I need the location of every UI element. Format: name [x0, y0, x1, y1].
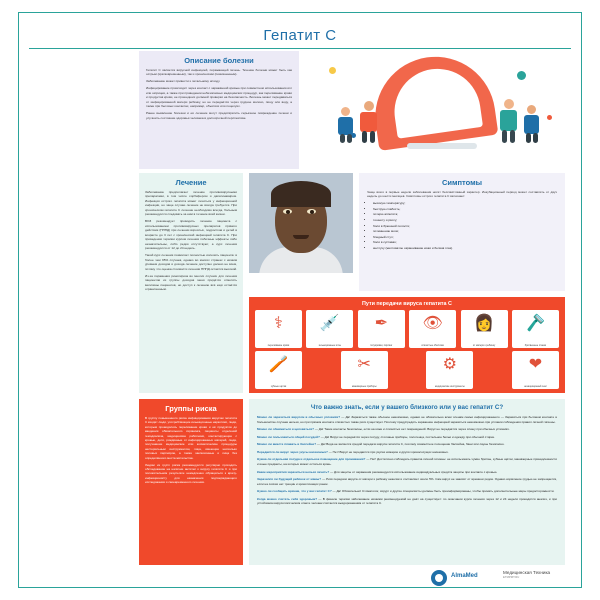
risk-text — [145, 416, 237, 485]
symptom-item: • потерю аппетита; — [373, 212, 557, 217]
transmission-icon-grid — [255, 310, 559, 389]
page-title: Гепатит С — [263, 27, 337, 44]
faq-question: Заразился ли будущий ребёнок от мамы? — [257, 477, 322, 482]
logo-mark-icon — [431, 570, 447, 586]
faq-question: Можно ли обниматься и целоваться? — [257, 427, 315, 432]
ground-line — [407, 143, 477, 149]
faq-answer: — Да! Вода не является средой передачи вируса гепатита С, поэтому совместное посещение бассейна, бани или сауны безопасно. — [316, 442, 505, 447]
description-p3: Инфицирование происходит через контакт с заражённой кровью при совместном использовании игл или шприцев, а также при проведении небезопасных медицинских процедур, как переливание крови и продуктов крови, не прошедших должной проверки на безопасность. Болезнь может передаваться от инфицированной матери ребёнку, но не передаётся через грудное молоко, пищу или воду, а также при бытовых контактах, например, объятиях или поцелуях. — [146, 86, 292, 109]
risk-heading: Группы риска — [165, 404, 217, 413]
decor-dot — [329, 67, 336, 74]
symptom-item: • потемнение мочи; — [373, 229, 557, 234]
faq-question: Нужно ли сообщать врачам, что у вас гепатит С? — [257, 489, 332, 494]
symptoms-list — [367, 201, 557, 251]
syringe-icon: 💉 инъекционные иглы — [306, 310, 353, 348]
decor-dot — [547, 115, 552, 120]
symptom-item: • желтуху (желтоватое окрашивание кожи и белков глаз). — [373, 246, 557, 251]
faq-item — [257, 497, 557, 506]
faq-item — [257, 470, 557, 475]
manicure-icon: ✂ маникюрные приборы — [341, 351, 388, 389]
faq-panel — [249, 399, 565, 565]
description-panel — [139, 51, 299, 169]
faq-item — [257, 457, 557, 466]
blood-transfusion-icon: ⚕ переливание крови — [255, 310, 302, 348]
faq-answer: — Для защиты от заражения рекомендуется использование индивидуальных средств защиты при контакте с кровью. — [330, 469, 498, 474]
faq-item — [257, 427, 557, 432]
faq-question: Какие мероприятия заразиться нельзя лечить? — [257, 469, 330, 474]
faq-item — [257, 450, 557, 455]
hero-illustration — [311, 49, 565, 169]
logo-name: AlmaMed — [451, 573, 478, 579]
symptom-item: • быструю слабость; — [373, 207, 557, 212]
decor-dot — [517, 71, 526, 80]
symptom-item: • боли в брюшной полости; — [373, 224, 557, 229]
unprotected-sex-icon: ❤ незащищённый секс — [512, 351, 559, 389]
faq-answer: — Риск передачи вируса от матери к ребёнку невелик и составляет около 5%. Сам вирус не зависит от времени родов. Однако кормление грудью не запрещается, если на сосках нет трещин и кровоточащих ранок. — [257, 477, 557, 486]
patient-photo — [249, 173, 353, 291]
treatment-p1: Заболевание предполагает лечение противовирусными препаратами, в том числе сорбифером и дапатинавиром. Инфекция острого гепатита может лечиться у инфекционной инфекции, но чаще случаю лечение не всегда требуется. При хроническом гепатите С лечение необходимо всегда, больным рекомендуется следовать за ним в течение всей жизни. — [145, 190, 237, 217]
faq-answer: — Да! Такие контакты безопасны, если на коже и слизистых нет повреждений. Вирус не передаётся через слюну при обычных условиях. — [314, 427, 510, 432]
faq-question: Можно ли вместе плавать в бассейне? — [257, 442, 317, 447]
faq-question: Передаётся ли вирус через укусы насекомых? — [257, 449, 328, 454]
person-figure — [359, 101, 379, 143]
symptom-item: • тошноту и рвоту; — [373, 218, 557, 223]
treatment-text — [145, 190, 237, 292]
risk-groups-panel — [139, 399, 243, 565]
company-tagline: ETMPMT.RU — [503, 574, 520, 579]
company-label: Медицинская Техника — [503, 570, 551, 575]
faq-question: Когда можно считать себя здоровым? — [257, 496, 318, 501]
description-p1: Гепатит С является вирусной инфекцией, поражающей печень. Течение болезни может быть как острым (кратковременным), так и хроническим (пожизненным). — [146, 68, 292, 77]
treatment-panel — [139, 173, 243, 393]
razor-icon: 🪒 бритвенные станки — [512, 310, 559, 348]
faq-answer: — Нет! Вирус не передаётся при укусах комаров и других кровососущих насекомых. — [328, 449, 449, 454]
brand-logo — [431, 569, 565, 589]
faq-answer: — В финале терапии заболевание низкими рекомендуемой не даёт на существует: по окончании курса лечения через 12 и 24 недели проводится анализ, и при устойчивом вирусологическом ответе человек считается выздоровевшим от гепатита С. — [257, 496, 558, 506]
treatment-heading: Лечение — [175, 178, 207, 187]
toothbrush-icon: 🪥 зубные щётки — [255, 351, 302, 389]
eye-icon: 👁 слизистые оболочки — [409, 310, 456, 348]
person-figure — [523, 105, 541, 143]
risk-p1: В группу повышенного риска инфицирования вирусом гепатита С входят люди, употребляющие инъекционные наркотики, люди, которым проводилось переливание крови и её продуктов до введения обязательного скрининга, пациенты отделений гемодиализа, медицинские работники, контактирующие с кровью, дети, рождённые от инфицированных матерей, люди, получавшие медицинские или косметические процедуры нестерильным инструментом, лица, имеющие несколько половых партнёров, а также заключённые и лица без определённого места жительства. — [145, 416, 238, 460]
description-heading: Описание болезни — [184, 56, 254, 65]
description-p4: Ранее выявление болезни и её лечение могут предотвратить серьёзное повреждение печени и улучшить состояние здоровья человека в долгосрочной перспективе. — [146, 111, 292, 120]
faq-item — [257, 442, 557, 447]
faq-answer: — Да! Вирус не передаётся через посуду, столовые приборы, полотенца, постельное бельё и одежду при обычной стирке. — [320, 434, 496, 439]
treatment-p2: ВОЗ рекомендует проводить лечение пациента с использованием противовирусных препаратов прямого действия (ПППД) при лечении взрослых, подростков и детей в возрасте до 3 лет с хронической инфекцией гепатита С. При проведении терапии курсом лечения побочные эффекты либо незначительны, либо редки отсутствуют, а курс лечения рекомендуется от 12 до 24 недель. — [145, 219, 237, 251]
faq-question: Можно ли пользоваться общей посудой? — [257, 434, 320, 439]
mother-child-icon: 👩 от матери к ребёнку — [461, 310, 508, 348]
symptom-item: • боли в суставах; — [373, 240, 557, 245]
person-figure — [337, 107, 355, 143]
faq-answer: — Да! Заразиться также обычное невозможно, однако не обязательно всем членам семьи инфицированного — Заразиться при бытовом контакте в большинстве случаев нельзя, но при прямом контакте слизистых также риск существует. Поэтому предупредить заражение инфекцией заразиться невозможно при условии соблюдения правил личной гигиены. — [257, 415, 558, 424]
symptom-item: • бледный стул; — [373, 235, 557, 240]
photo-frame — [249, 173, 353, 273]
faq-question: Нужна ли отдельная посуда и отдельное помещение для проживания? — [257, 457, 366, 462]
person-figure — [499, 99, 519, 143]
faq-item — [257, 477, 557, 486]
treatment-p4: Из-за поражения ринопироза во многих случаях для лечения пациентов из группы доходов меня придётся отметить величины пациентов, но доступ к лечению всё ещё остаётся ограниченным. — [145, 273, 237, 292]
symptom-item: • высокую температуру; — [373, 201, 557, 206]
faq-question: Можно ли заразиться вирусом в обычных условиях? — [257, 415, 341, 419]
faq-answer: — Нет! Достаточно соблюдать правила личной гигиены: не использовать чужие бритвы, зубные щётки, маникюрные принадлежности и иные предметы, на которых может остаться кровь. — [257, 457, 558, 466]
poster — [18, 12, 582, 588]
faq-answer: — Да! Обязательно! Стоматолог, хирург и другие специалисты должны быть проинформированы, чтобы принять дополнительные меры предосторожности. — [332, 489, 555, 494]
symptoms-panel — [359, 173, 565, 291]
risk-p2: Людям из групп риска рекомендуется регулярно проходить обследование на наличие антител к вирусу гепатита С и при положительном результате немедленно обращаться к врачу-инфекционисту для назначения подтверждающего исследования и своевременного лечения. — [145, 462, 237, 485]
description-text — [146, 68, 292, 120]
transmission-heading: Пути передачи вируса гепатита С — [362, 301, 452, 307]
tattoo-icon: ✒ татуировки, пирсинг — [358, 310, 405, 348]
faq-item — [257, 435, 557, 440]
faq-item — [257, 489, 557, 494]
symptoms-heading: Симптомы — [441, 178, 483, 187]
transmission-panel — [249, 297, 565, 393]
medical-tools-icon: ⚙ медицинские инструменты — [426, 351, 473, 389]
symptoms-intro: Чаще всего в первые недели заболевания носят бессимптомный характер. Инкубационный период может составлять от двух недель до шести месяцев. Симптомы острого гепатита С включают: — [367, 190, 557, 199]
description-p2: Заболевание может привести к летальному исходу. — [146, 79, 221, 84]
treatment-p3: Такой курс лечения позволяет полностью излечить пациента: в более чем 95% случаев, однако во многих странах с низким уровнем доходов и дохода лечение доступно далеко не всем, потому что оценка стоимости лечения ПППД остаётся высокой. — [145, 253, 238, 271]
faq-item — [257, 415, 557, 424]
faq-heading: Что важно знать, если у вашего близкого или у вас гепатит С? — [310, 404, 504, 411]
company-name — [503, 570, 550, 579]
